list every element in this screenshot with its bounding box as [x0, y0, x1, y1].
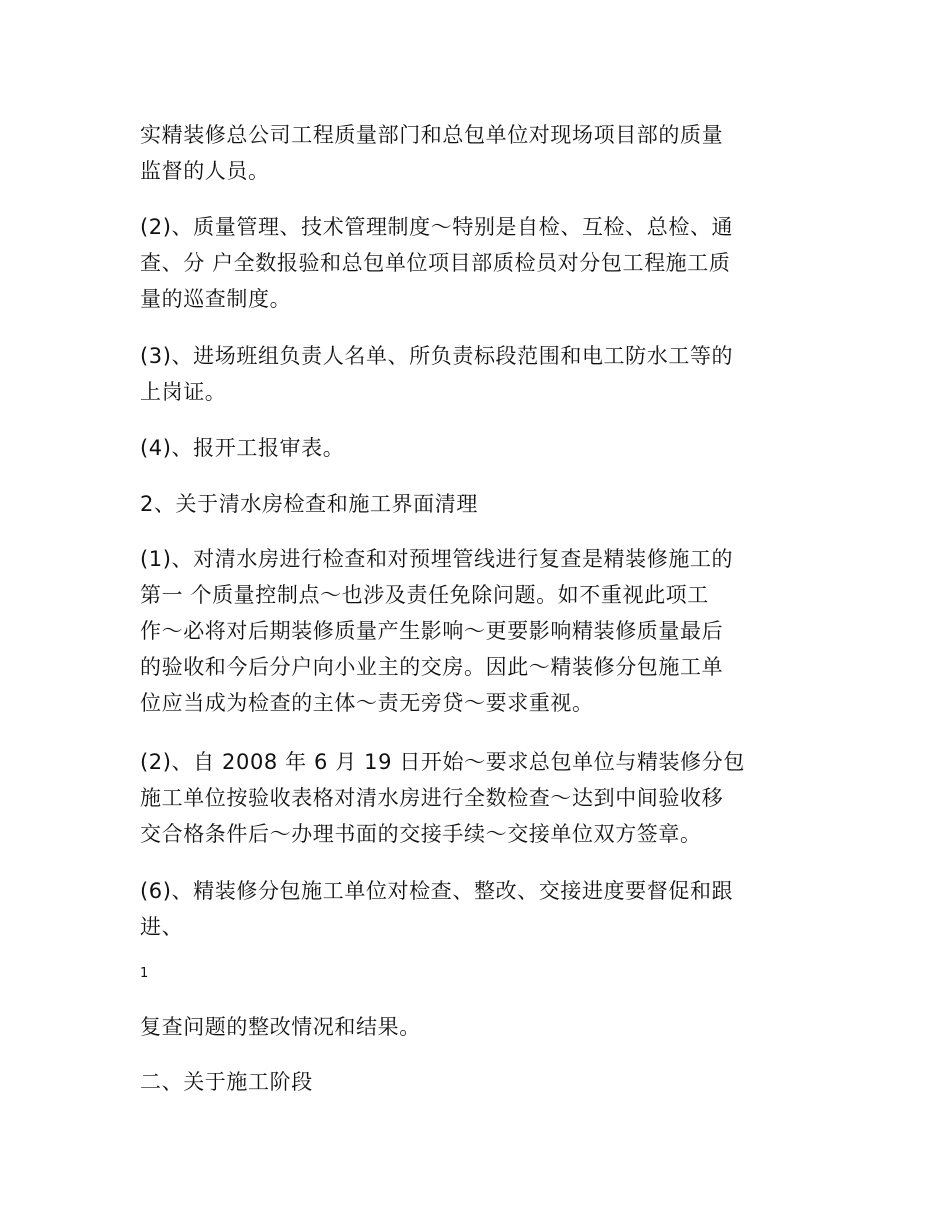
text-line: 二、关于施工阶段 [140, 1070, 313, 1094]
text-line: 复查问题的整改情况和结果。 [140, 1015, 421, 1039]
text-line: (4)、报开工报审表。 [140, 436, 345, 460]
text-line: 查、分 户全数报验和总包单位项目部质检员对分包工程施工质 [140, 251, 731, 275]
section-heading-inspection [140, 486, 820, 522]
text-line: 监督的人员。 [140, 159, 270, 183]
paragraph-team-leader-list [140, 338, 820, 410]
text-line: 实精装修总公司工程质量部门和总包单位对现场项目部的质量 [140, 123, 724, 147]
text-line: 施工单位按验收表格对清水房进行全数检查～达到中间验收移 [140, 786, 724, 810]
section-heading-construction-stage [140, 1064, 820, 1100]
text-line: 作～必将对后期装修质量产生影响～更要影响精装修质量最后 [140, 619, 724, 643]
paragraph-supervision-staff [140, 117, 820, 189]
paragraph-quality-management-system [140, 209, 820, 317]
paragraph-inspection-control-point [140, 541, 820, 721]
text-line: 上岗证。 [140, 380, 227, 404]
text-line: 的验收和今后分户向小业主的交房。因此～精装修分包施工单 [140, 655, 724, 679]
paragraph-full-inspection-date [140, 744, 820, 852]
text-line: (6)、精装修分包施工单位对检查、整改、交接进度要督促和跟 [140, 879, 734, 903]
text-line: 第一 个质量控制点～也涉及责任免除问题。如不重视此项工 [140, 583, 709, 607]
text-line: (2)、自 2008 年 6 月 19 日开始～要求总包单位与精装修分包 [140, 750, 745, 774]
text-line: 2、关于清水房检查和施工界面清理 [140, 492, 478, 516]
text-line: 量的巡查制度。 [140, 287, 292, 311]
text-line: (1)、对清水房进行检查和对预埋管线进行复查是精装修施工的 [140, 547, 734, 571]
text-line: 交合格条件后～办理书面的交接手续～交接单位双方签章。 [140, 822, 702, 846]
page-number: 1 [140, 966, 149, 981]
text-line: (2)、质量管理、技术管理制度～特别是自检、互检、总检、通 [140, 215, 734, 239]
text-line: 位应当成为检查的主体～责无旁贷～要求重视。 [140, 691, 594, 715]
paragraph-progress-followup [140, 873, 820, 945]
text-line: (3)、进场班组负责人名单、所负责标段范围和电工防水工等的 [140, 344, 734, 368]
paragraph-rectification-results [140, 1009, 820, 1045]
paragraph-start-report [140, 430, 820, 466]
text-line: 进、 [140, 915, 184, 939]
